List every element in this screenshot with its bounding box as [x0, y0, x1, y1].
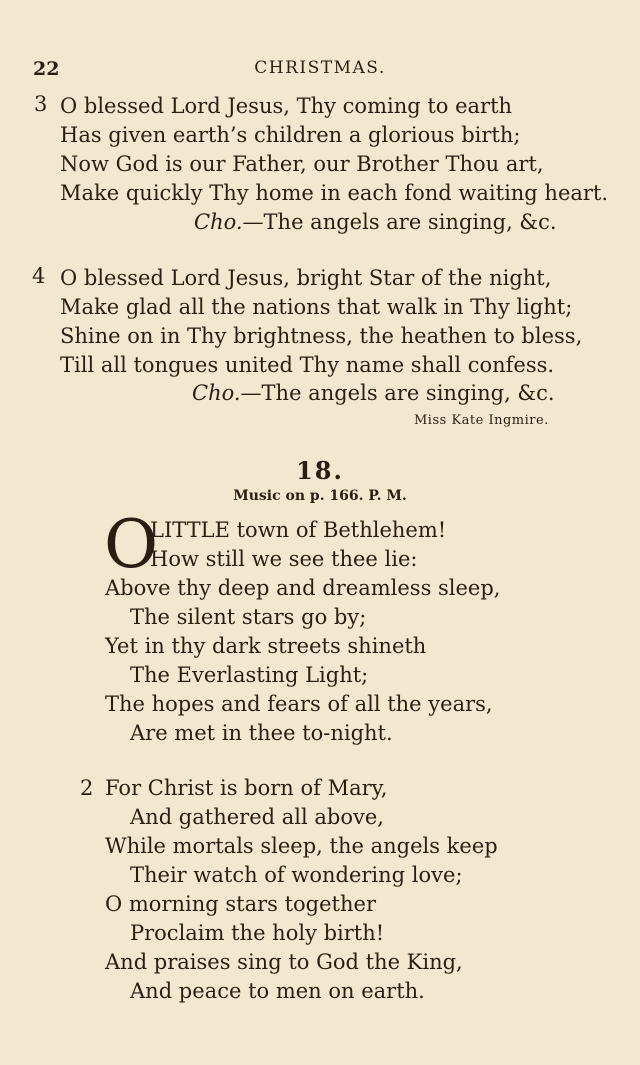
verse-line: The silent stars go by;: [130, 605, 367, 629]
verse-line: And praises sing to God the King,: [105, 950, 463, 974]
verse-line: And gathered all above,: [130, 805, 384, 829]
author-attribution: Miss Kate Ingmire.: [414, 413, 549, 428]
running-title: CHRISTMAS.: [254, 58, 386, 78]
drop-cap: O: [104, 506, 159, 583]
chorus-line: [194, 210, 557, 234]
verse-line: Make quickly Thy home in each fond waiting heart.: [60, 181, 609, 205]
verse-line: Now God is our Father, our Brother Thou art,: [60, 152, 544, 176]
verse-line: Make glad all the nations that walk in Thy light;: [60, 295, 573, 319]
verse-line: The Everlasting Light;: [130, 663, 369, 687]
chorus-label: Cho.: [194, 210, 243, 234]
chorus-line: [192, 381, 555, 405]
hymn-number: 18.: [296, 456, 344, 485]
verse-line: Their watch of wondering love;: [130, 863, 463, 887]
chorus-text: —The angels are singing, &c.: [240, 381, 555, 405]
verse-line: While mortals sleep, the angels keep: [105, 834, 498, 858]
verse-line: Yet in thy dark streets shineth: [105, 634, 427, 658]
verse-line: Shine on in Thy brightness, the heathen to bless,: [60, 324, 583, 348]
page-number: 22: [33, 58, 60, 80]
verse-line: How still we see thee lie:: [150, 547, 418, 571]
verse-number: 4: [32, 264, 46, 288]
verse-line: O blessed Lord Jesus, Thy coming to earth: [60, 94, 513, 118]
verse-line: The hopes and fears of all the years,: [105, 692, 493, 716]
verse-line: Above thy deep and dreamless sleep,: [105, 576, 501, 600]
verse-line: Are met in thee to-night.: [130, 721, 393, 745]
verse-line: LITTLE town of Bethlehem!: [150, 518, 447, 542]
chorus-text: —The angels are singing, &c.: [242, 210, 557, 234]
music-reference: Music on p. 166. P. M.: [233, 488, 407, 504]
verse-number: 3: [34, 92, 48, 116]
verse-line: O morning stars together: [105, 892, 376, 916]
verse-line: And peace to men on earth.: [130, 979, 425, 1003]
verse-line: Proclaim the holy birth!: [130, 921, 385, 945]
chorus-label: Cho.: [192, 381, 241, 405]
verse-line: O blessed Lord Jesus, bright Star of the night,: [60, 266, 552, 290]
verse-line: For Christ is born of Mary,: [105, 776, 388, 800]
verse-line: Has given earth’s children a glorious birth;: [60, 123, 521, 147]
verse-line: Till all tongues united Thy name shall confess.: [60, 353, 555, 377]
verse-number: 2: [80, 776, 94, 800]
